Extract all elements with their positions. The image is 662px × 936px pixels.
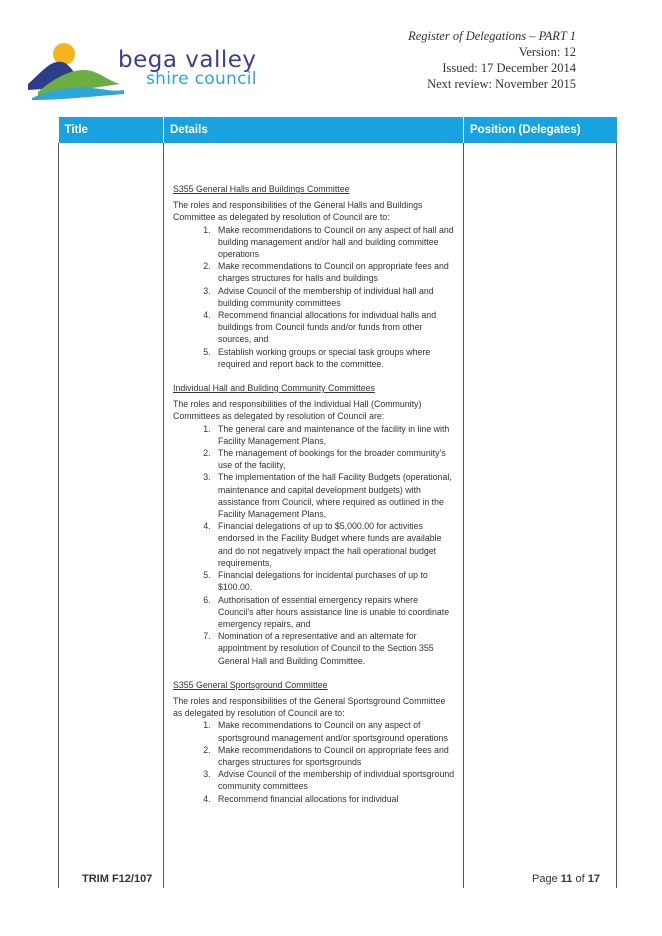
delegation-section	[173, 382, 455, 667]
list-item: 3. Advise Council of the membership of individual sportsground community committees	[213, 768, 455, 792]
document-next-review: Next review: November 2015	[427, 77, 576, 91]
list-item: 3. Advise Council of the membership of individual hall and building community committees	[213, 285, 455, 309]
page-total: 17	[587, 873, 600, 885]
document-header-info	[408, 28, 576, 92]
list-item: 5. Financial delegations for incidental purchases of up to $100.00.	[213, 569, 455, 593]
section-intro: The roles and responsibilities of the General Sportsground Committee as delegated by resolution of Council are to:	[173, 695, 446, 719]
council-logo	[28, 40, 268, 102]
page-of: of	[575, 873, 585, 885]
responsibility-list	[173, 423, 455, 667]
section-heading: S355 General Sportsground Committee	[173, 679, 328, 690]
table-row	[59, 143, 617, 888]
list-item: 3. The implementation of the hall Facility Budgets (operational, maintenance and capital development budgets) with assistance from Council, where required as outlined in the Facility Management Plans,	[213, 471, 455, 520]
details-cell	[164, 143, 464, 888]
responsibility-list	[173, 719, 455, 804]
section-intro: The roles and responsibilities of the Individual Hall (Community) Committees as delegated by resolution of Council are:	[173, 399, 422, 422]
section-heading: S355 General Halls and Buildings Committee	[173, 184, 350, 194]
list-item: 7. Nomination of a representative and an alternate for appointment by resolution of Council to the Section 355 General Hall and Building Committee.	[213, 630, 455, 667]
list-item: 5. Establish working groups or special task groups where required and report back to the committee.	[213, 346, 455, 370]
list-item: 4. Recommend financial allocations for individual halls and buildings from Council funds and/or funds from other sources, and	[213, 309, 455, 346]
list-item: 1. The general care and maintenance of the facility in line with Facility Management Plans,	[213, 423, 455, 447]
delegation-section	[173, 679, 455, 805]
list-item: 2. Make recommendations to Council on appropriate fees and charges structures for halls and buildings	[213, 260, 455, 284]
document-version: Version: 12	[518, 45, 576, 59]
column-header-position: Position (Delegates)	[464, 117, 617, 143]
document-title: Register of Delegations – PART 1	[408, 29, 576, 43]
delegations-table	[58, 117, 617, 888]
list-item: 2. The management of bookings for the broader community’s use of the facility,	[213, 447, 455, 471]
hills-sun-logo-icon	[28, 40, 128, 102]
document-issued-date: Issued: 17 December 2014	[442, 61, 576, 75]
list-item: 4. Recommend financial allocations for individual	[213, 793, 455, 805]
list-item: 1. Make recommendations to Council on any aspect of sportsground management and/or sportsground operations	[213, 719, 455, 743]
table-header-row	[59, 117, 617, 143]
column-header-details: Details	[164, 117, 464, 143]
section-heading: Individual Hall and Building Community Committees	[173, 383, 375, 394]
list-item: 1. Make recommendations to Council on any aspect of hall and building management and/or hall and building committee operations	[213, 224, 455, 261]
logo-text-line2: shire council	[146, 69, 257, 89]
footer-trim-reference: TRIM F12/107	[82, 873, 153, 885]
list-item: 4. Financial delegations of up to $5,000.00 for activities endorsed in the Facility Budget where funds are available and do not negatively impact the hall operational budget requirements,	[213, 520, 455, 569]
logo-text-line1: bega valley	[118, 47, 257, 73]
position-cell	[464, 143, 617, 888]
page-current: 11	[560, 873, 573, 885]
section-intro: The roles and responsibilities of the General Halls and Buildings Committee as delegated by resolution of Council are to:	[173, 200, 423, 223]
responsibility-list	[173, 224, 455, 370]
column-header-title: Title	[59, 117, 164, 143]
list-item: 6. Authorisation of essential emergency repairs where Council’s after hours assistance line is unable to coordinate emergency repairs, and	[213, 594, 455, 631]
page-prefix: Page	[532, 873, 558, 885]
list-item: 2. Make recommendations to Council on appropriate fees and charges structures for sportsgrounds	[213, 744, 455, 768]
title-cell	[59, 143, 164, 888]
footer-page-number	[532, 873, 600, 885]
delegation-section	[173, 183, 455, 370]
